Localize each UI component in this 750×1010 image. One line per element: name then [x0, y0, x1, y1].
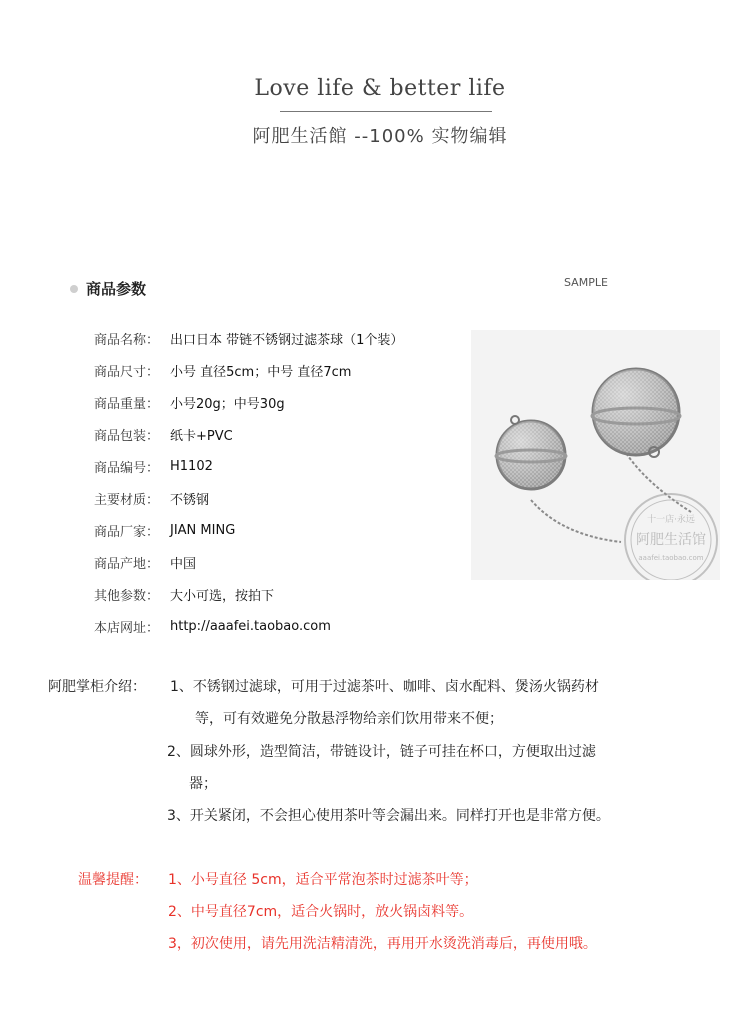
bullet-dot-icon [70, 285, 78, 293]
param-value: 出口日本 带链不锈钢过滤茶球（1个装） [170, 332, 404, 348]
param-label: 其他参数： [94, 588, 160, 604]
param-label: 主要材质： [94, 492, 160, 508]
intro-label: 阿肥掌柜介绍： [48, 679, 146, 695]
section-header [70, 278, 146, 299]
watermark-line2: 阿肥生活馆 [636, 532, 706, 548]
param-list [94, 322, 403, 642]
param-value: 小号20g；中号30g [170, 396, 285, 412]
param-value: JIAN MING [170, 522, 236, 538]
param-label: 商品厂家： [94, 524, 160, 540]
param-label: 商品产地： [94, 556, 160, 572]
warning-line: 3，初次使用，请先用洗洁精清洗，再用开水烫洗消毒后，再使用哦。 [168, 936, 597, 952]
shop-url-link[interactable]: http://aaafei.taobao.com [170, 618, 331, 634]
param-value: 小号 直径5cm；中号 直径7cm [170, 364, 352, 380]
param-row [94, 578, 403, 610]
param-row [94, 482, 403, 514]
param-value: H1102 [170, 458, 213, 474]
param-row [94, 514, 403, 546]
param-value: 纸卡+PVC [170, 428, 233, 444]
param-label: 本店网址： [94, 620, 160, 636]
intro-line: 1、不锈钢过滤球，可用于过滤茶叶、咖啡、卤水配料、煲汤火锅药材 [170, 679, 599, 695]
param-value: 不锈钢 [170, 492, 210, 508]
brand-divider [280, 111, 492, 112]
param-value: 大小可选，按拍下 [170, 588, 275, 604]
warning-label: 温馨提醒： [78, 872, 148, 888]
watermark-line1: 十一店·永远 [647, 515, 695, 525]
intro-line: 等，可有效避免分散悬浮物给亲们饮用带来不便； [195, 711, 503, 727]
section-title: 商品参数 [86, 280, 147, 298]
intro-line: 器； [189, 776, 217, 792]
param-row [94, 546, 403, 578]
param-row [94, 322, 403, 354]
brand-subtitle: 阿肥生活館 --100% 实物编辑 [252, 126, 508, 147]
warning-line: 2、中号直径7cm，适合火锅时，放火锅卤料等。 [168, 904, 474, 920]
brand-slogan: Love life & better life [254, 76, 506, 101]
warning-line: 1、小号直径 5cm，适合平常泡茶时过滤茶叶等； [168, 872, 478, 888]
param-label: 商品尺寸： [94, 364, 160, 380]
tea-ball-illustration [471, 330, 720, 580]
param-label: 商品包装： [94, 428, 160, 444]
param-label: 商品名称： [94, 332, 160, 348]
product-photo [471, 330, 720, 580]
param-label: 商品重量： [94, 396, 160, 412]
param-row [94, 450, 403, 482]
param-row [94, 610, 403, 642]
param-row [94, 418, 403, 450]
param-row [94, 354, 403, 386]
intro-line: 3、开关紧闭，不会担心使用茶叶等会漏出来。同样打开也是非常方便。 [167, 808, 610, 824]
watermark-line3: aaafei.taobao.com [638, 554, 704, 562]
param-row [94, 386, 403, 418]
sample-label: SAMPLE [564, 276, 608, 289]
param-value: 中国 [170, 556, 197, 572]
intro-line: 2、圆球外形，造型简洁，带链设计，链子可挂在杯口，方便取出过滤 [167, 744, 596, 760]
param-label: 商品编号： [94, 460, 160, 476]
